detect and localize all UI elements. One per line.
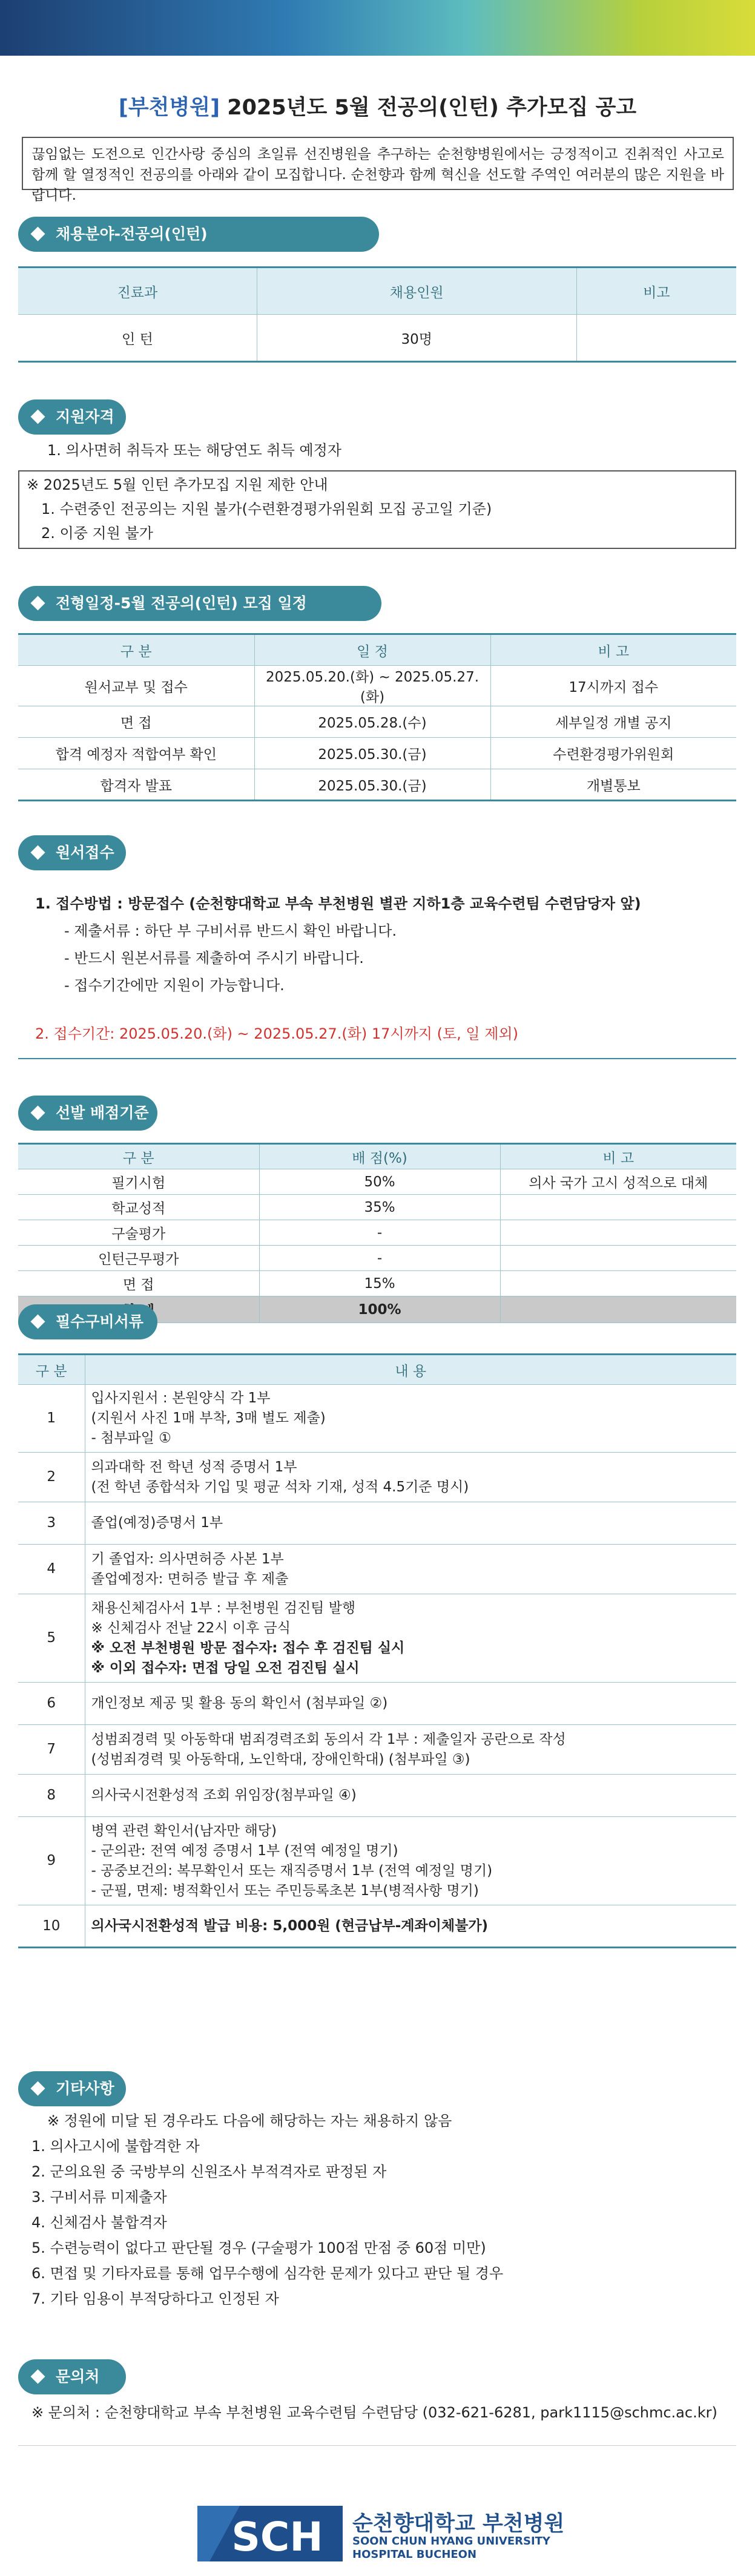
criteria-cell: 35% (259, 1195, 500, 1220)
document-no: 9 (18, 1817, 85, 1905)
footer-divider (18, 2445, 736, 2446)
criteria-cell (500, 1220, 736, 1246)
schedule-cell: 개별통보 (490, 769, 736, 801)
qualification-item: 1. 의사면허 취득자 또는 해당연도 취득 예정자 (47, 442, 341, 459)
contact-info: ※ 문의처 : 순천향대학교 부속 부천병원 교육수련팀 수련담당 (032-621-6281, park1115@schmc.ac.kr) (31, 2404, 717, 2421)
document-line: 졸업예정자: 면허증 발급 후 제출 (91, 1571, 289, 1587)
diamond-icon (30, 1314, 45, 1329)
page-title (0, 91, 755, 121)
document-line: 기 졸업자: 의사면허증 사본 1부 (91, 1551, 284, 1567)
schedule-header: 일 정 (254, 634, 490, 666)
etc-item: 4. 신체검사 불합격자 (31, 2214, 167, 2231)
criteria-cell: 15% (259, 1271, 500, 1296)
logo-english-2: HOSPITAL BUCHEON (352, 2548, 477, 2561)
schedule-cell: 2025.05.30.(금) (254, 738, 490, 769)
etc-item: 6. 면접 및 기타자료를 통해 업무수행에 심각한 문제가 있다고 판단 될 경우 (31, 2265, 504, 2282)
document-line: (성범죄경력 및 아동학대, 노인학대, 장애인학대) (첨부파일 ③) (91, 1751, 470, 1767)
schedule-cell: 합격 예정자 적합여부 확인 (18, 738, 254, 769)
document-line: (지원서 사진 1매 부착, 3매 별도 제출) (91, 1410, 326, 1426)
document-line: 채용신체검사서 1부 : 부천병원 검진팀 발행 (91, 1600, 356, 1616)
qualification-box-item: 1. 수련중인 전공의는 지원 불가(수련환경평가위원회 모집 공고일 기준) (41, 501, 492, 518)
section-criteria-label: 선발 배점기준 (56, 1104, 149, 1122)
field-cell: 인 턴 (18, 315, 257, 362)
field-header: 진료과 (18, 268, 257, 315)
logo-english-1: SOON CHUN HYANG UNIVERSITY (352, 2535, 550, 2548)
diamond-icon (30, 596, 45, 610)
diamond-icon (30, 2369, 45, 2384)
criteria-header: 비 고 (500, 1144, 736, 1169)
document-no: 2 (18, 1453, 85, 1502)
field-cell: 30명 (257, 315, 576, 362)
title-text: 2025년도 5월 전공의(인턴) 추가모집 공고 (227, 96, 637, 120)
document-content (85, 1775, 736, 1817)
diamond-icon (30, 226, 45, 241)
document-no: 6 (18, 1683, 85, 1725)
sch-logo-mark (197, 2506, 343, 2561)
schedule-cell: 원서교부 및 접수 (18, 666, 254, 706)
etc-item: 3. 구비서류 미제출자 (31, 2189, 167, 2206)
section-qualification-label: 지원자격 (56, 408, 114, 426)
document-content (85, 1683, 736, 1725)
criteria-cell: - (259, 1246, 500, 1271)
title-brand: [부천병원] (118, 96, 220, 120)
qualification-box (18, 470, 736, 549)
criteria-cell: 면 접 (18, 1271, 259, 1296)
section-application (18, 835, 126, 870)
document-content (85, 1385, 736, 1453)
document-line: 의사국시전환성적 조회 위임장(첨부파일 ④) (91, 1787, 357, 1803)
criteria-cell: 학교성적 (18, 1195, 259, 1220)
etc-item: 2. 군의요원 중 국방부의 신원조사 부적격자로 판정된 자 (31, 2163, 387, 2180)
section-documents-label: 필수구비서류 (56, 1313, 143, 1330)
diamond-icon (30, 2081, 45, 2095)
document-no: 8 (18, 1775, 85, 1817)
intro-box: 끊임없는 도전으로 인간사랑 중심의 초일류 선진병원을 추구하는 순천향병원에서는 긍정적이고 진취적인 사고로 함께 할 열정적인 전공의를 아래와 같이 모집합니다. 순천향과 함께 혁신을 선도할 주역인 여러분의 많은 지원을 바랍니다. (22, 137, 734, 190)
etc-item: 7. 기타 임용이 부적당하다고 인정된 자 (31, 2290, 279, 2307)
hospital-logo (197, 2506, 579, 2561)
document-no: 1 (18, 1385, 85, 1453)
etc-item: 5. 수련능력이 없다고 판단될 경우 (구술평가 100점 만점 중 60점 미만) (31, 2239, 486, 2256)
document-content (85, 1545, 736, 1594)
etc-item: 1. 의사고시에 불합격한 자 (31, 2138, 200, 2155)
application-note: - 반드시 원본서류를 제출하여 주시기 바랍니다. (64, 950, 364, 967)
schedule-cell: 합격자 발표 (18, 769, 254, 801)
document-line: - 첨부파일 ① (91, 1430, 171, 1446)
document-line: ※ 오전 부천병원 방문 접수자: 접수 후 검진팀 실시 (91, 1640, 405, 1656)
document-no: 3 (18, 1502, 85, 1545)
schedule-cell: 17시까지 접수 (490, 666, 736, 706)
criteria-cell: 구술평가 (18, 1220, 259, 1246)
section-field-label: 채용분야-전공의(인턴) (56, 225, 208, 243)
application-method: 1. 접수방법 : 방문접수 (순천향대학교 부속 부천병원 별관 지하1층 교육수련팀 수련담당자 앞) (35, 895, 641, 912)
header-gradient-banner (0, 0, 755, 56)
document-line: 성범죄경력 및 아동학대 범죄경력조회 동의서 각 1부 : 제출일자 공란으로 작성 (91, 1731, 566, 1747)
qualification-box-title: ※ 2025년도 5월 인턴 추가모집 지원 제한 안내 (27, 476, 328, 493)
document-line: 의사국시전환성적 발급 비용: 5,000원 (현금납부-계좌이체불가) (91, 1917, 489, 1934)
field-header: 비고 (576, 268, 736, 315)
application-period: 2. 접수기간: 2025.05.20.(화) ~ 2025.05.27.(화) 17시까지 (토, 일 제외) (35, 1025, 518, 1042)
document-line: - 군의관: 전역 예정 증명서 1부 (전역 예정일 명기) (91, 1842, 398, 1859)
document-content (85, 1725, 736, 1775)
schedule-cell: 2025.05.30.(금) (254, 769, 490, 801)
schedule-cell: 2025.05.28.(수) (254, 706, 490, 738)
criteria-table (18, 1143, 736, 1323)
field-table (18, 266, 736, 363)
criteria-cell (500, 1195, 736, 1220)
criteria-total-note (500, 1296, 736, 1323)
diamond-icon (30, 1105, 45, 1120)
document-content (85, 1905, 736, 1948)
schedule-header: 비 고 (490, 634, 736, 666)
section-schedule-label: 전형일정-5월 전공의(인턴) 모집 일정 (56, 594, 307, 612)
document-line: (전 학년 종합석차 기입 및 평균 석차 기재, 성적 4.5기준 명시) (91, 1479, 469, 1495)
section-schedule (18, 586, 381, 621)
criteria-cell: - (259, 1220, 500, 1246)
schedule-cell: 2025.05.20.(화) ~ 2025.05.27.(화) (254, 666, 490, 706)
logo-mark-text: SCH (231, 2514, 323, 2560)
document-content (85, 1817, 736, 1905)
document-content (85, 1502, 736, 1545)
schedule-table (18, 633, 736, 801)
document-no: 4 (18, 1545, 85, 1594)
document-line: ※ 이외 접수자: 면접 당일 오전 검진팀 실시 (91, 1660, 360, 1676)
criteria-cell (500, 1271, 736, 1296)
section-etc-label: 기타사항 (56, 2080, 114, 2097)
section-criteria (18, 1096, 157, 1131)
etc-note: ※ 정원에 미달 된 경우라도 다음에 해당하는 자는 채용하지 않음 (47, 2112, 452, 2129)
application-note: - 제출서류 : 하단 부 구비서류 반드시 확인 바랍니다. (64, 922, 397, 939)
schedule-cell: 세부일정 개별 공지 (490, 706, 736, 738)
criteria-total-value: 100% (259, 1296, 500, 1323)
document-line: 입사지원서 : 본원양식 각 1부 (91, 1390, 271, 1406)
criteria-header: 배 점(%) (259, 1144, 500, 1169)
application-note: - 접수기간에만 지원이 가능합니다. (64, 977, 285, 994)
document-line: 의과대학 전 학년 성적 증명서 1부 (91, 1459, 297, 1475)
documents-header: 내 용 (85, 1355, 736, 1385)
document-content (85, 1594, 736, 1683)
section-contact-label: 문의처 (56, 2368, 100, 2385)
documents-header: 구 분 (18, 1355, 85, 1385)
section-etc (18, 2071, 126, 2106)
criteria-header: 구 분 (18, 1144, 259, 1169)
section-divider (18, 1058, 736, 1059)
schedule-header: 구 분 (18, 634, 254, 666)
document-line: 졸업(예정)증명서 1부 (91, 1515, 223, 1531)
document-line: ※ 신체검사 전날 22시 이후 금식 (91, 1620, 291, 1636)
section-qualification (18, 399, 126, 435)
section-documents (18, 1304, 157, 1339)
document-no: 7 (18, 1725, 85, 1775)
document-line: 병역 관련 확인서(남자만 해당) (91, 1822, 277, 1839)
section-application-label: 원서접수 (56, 844, 114, 861)
document-content (85, 1453, 736, 1502)
diamond-icon (30, 409, 45, 424)
section-contact (18, 2359, 126, 2394)
section-field (18, 217, 379, 252)
diamond-icon (30, 845, 45, 859)
criteria-cell: 필기시험 (18, 1169, 259, 1195)
schedule-cell: 면 접 (18, 706, 254, 738)
logo-korean: 순천향대학교 부천병원 (352, 2512, 565, 2536)
qualification-box-item: 2. 이중 지원 불가 (41, 525, 153, 542)
document-no: 5 (18, 1594, 85, 1683)
field-header: 채용인원 (257, 268, 576, 315)
documents-table (18, 1353, 736, 1948)
document-no: 10 (18, 1905, 85, 1948)
criteria-cell (500, 1246, 736, 1271)
document-line: - 공중보건의: 복무확인서 또는 재직증명서 1부 (전역 예정일 명기) (91, 1862, 493, 1879)
criteria-cell: 의사 국가 고시 성적으로 대체 (500, 1169, 736, 1195)
document-line: 개인정보 제공 및 활용 동의 확인서 (첨부파일 ②) (91, 1695, 388, 1711)
criteria-cell: 인턴근무평가 (18, 1246, 259, 1271)
schedule-cell: 수련환경평가위원회 (490, 738, 736, 769)
criteria-cell: 50% (259, 1169, 500, 1195)
document-line: - 군필, 면제: 병적확인서 또는 주민등록초본 1부(병적사항 명기) (91, 1882, 479, 1899)
field-cell (576, 315, 736, 362)
